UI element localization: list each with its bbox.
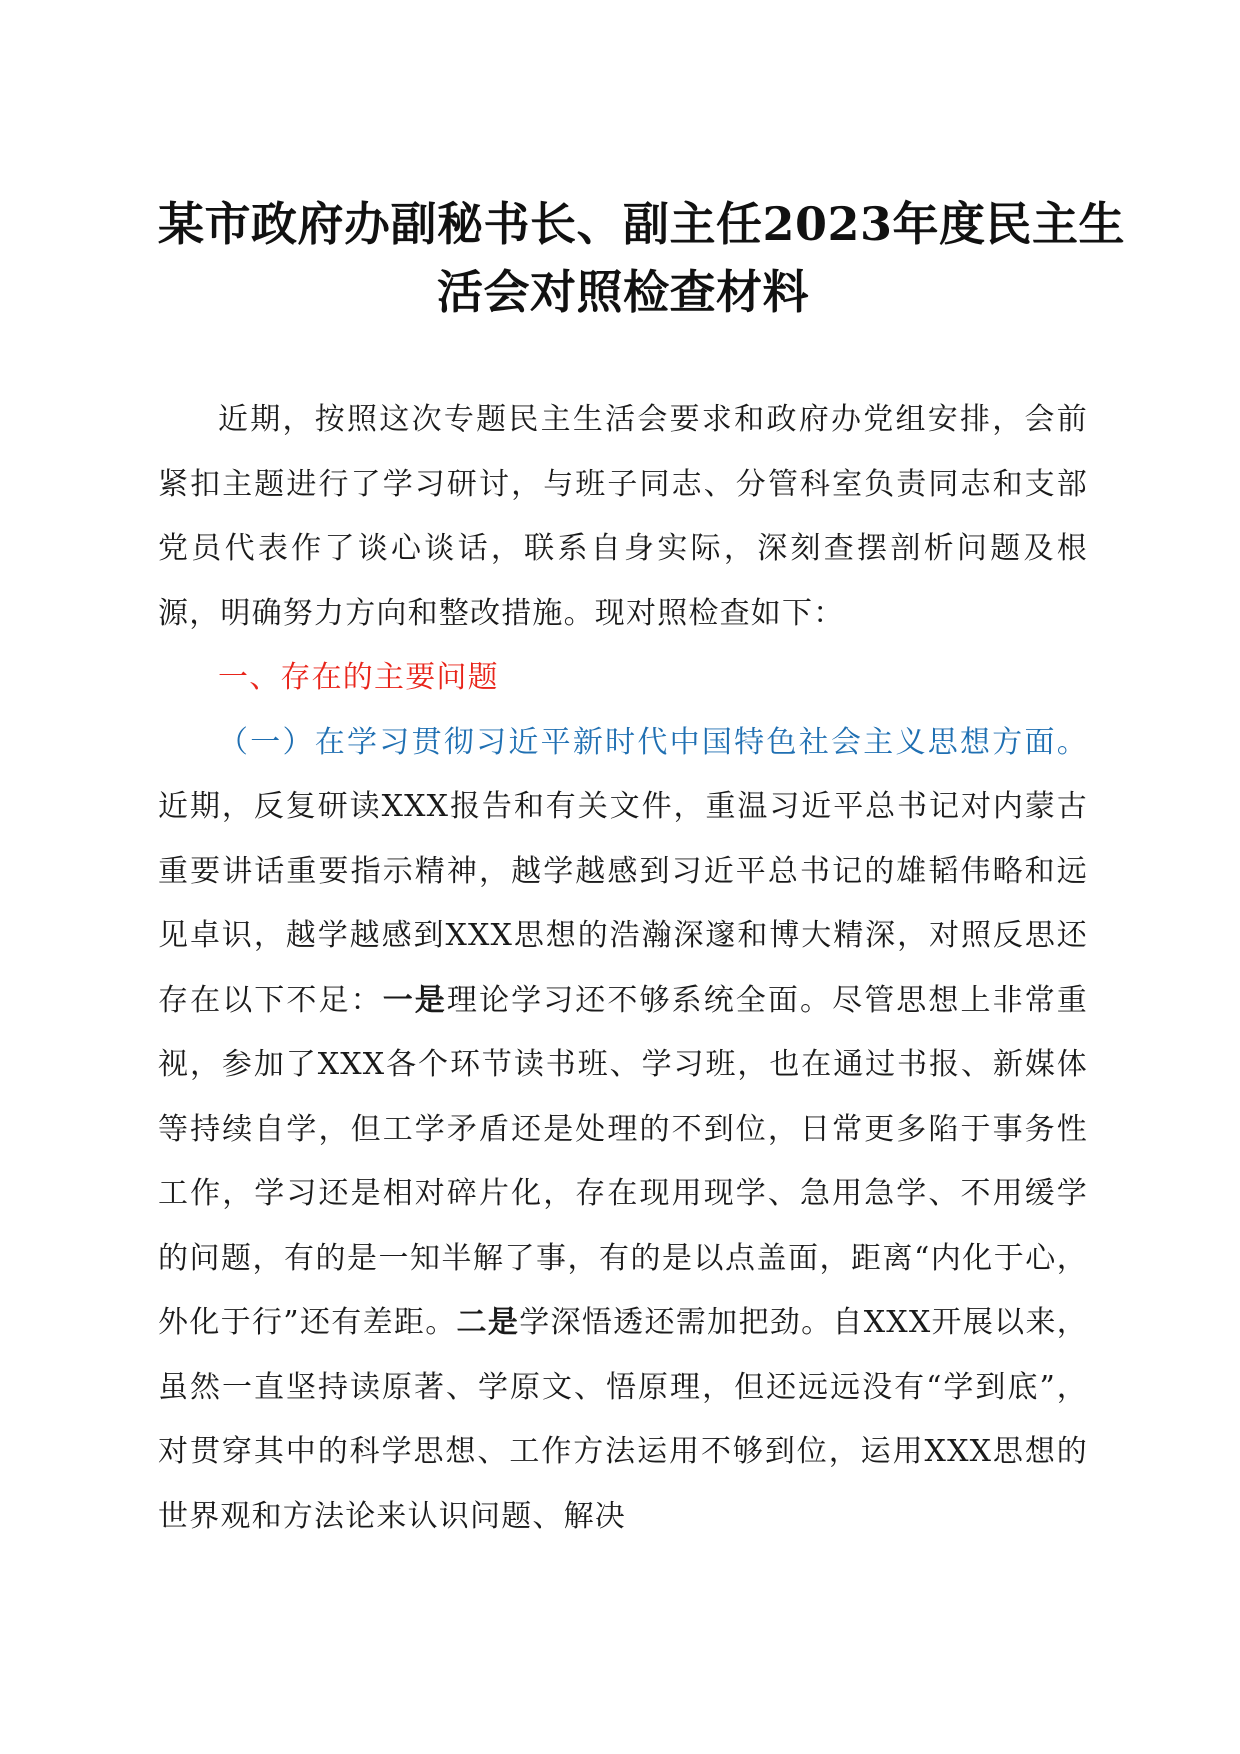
title-line-1: 某市政府办副秘书长、副主任2023年度民主生 <box>158 197 1126 251</box>
intro-paragraph: 近期，按照这次专题民主生活会要求和政府办党组安排，会前紧扣主题进行了学习研讨，与班子同志、分管科室负责同志和支部党员代表作了谈心谈话，联系自身实际，深刻查摆剖析问题及根源，明确努力方向和整改措施。现对照检查如下： <box>158 402 1088 631</box>
document-title <box>158 190 1126 326</box>
subsection-1 <box>158 711 1088 1550</box>
subsection-heading-1: （一）在学习贯彻习近平新时代中国特色社会主义思想方面。 <box>218 724 1088 760</box>
point-label-1: 一是 <box>382 982 447 1018</box>
subsection-text-c: 学深悟透还需加把劲。自XXX开展以来，虽然一直坚持读原著、学原文、悟原理，但还远远没有“学到底”，对贯穿其中的科学思想、工作方法运用不够到位，运用XXX思想的世界观和方法论来认识问题、解决 <box>158 1305 1089 1534</box>
title-line-2: 活会对照检查材料 <box>437 265 809 319</box>
document-page <box>158 190 1126 1549</box>
point-label-2: 二是 <box>456 1305 520 1340</box>
document-body <box>158 388 1088 1549</box>
subsection-text-a: 近期，反复研读XXX报告和有关文件，重温习近平总书记对内蒙古重要讲话重要指示精神，越学越感到习近平总书记的雄韬伟略和远见卓识，越学越感到XXX思想的浩瀚深邃和博大精深，对照反思还存在以下不足： <box>158 789 1088 1018</box>
section-heading-1: 一、存在的主要问题 <box>218 660 499 695</box>
subsection-text-b: 理论学习还不够系统全面。尽管思想上非常重视，参加了XXX各个环节读书班、学习班，也在通过书报、新媒体等持续自学，但工学矛盾还是处理的不到位，日常更多陷于事务性工作，学习还是相对碎片化，存在现用现学、急用急学、不用缓学的问题，有的是一知半解了事，有的是以点盖面，距离“内化于心，外化于行”还有差距。 <box>158 982 1088 1340</box>
